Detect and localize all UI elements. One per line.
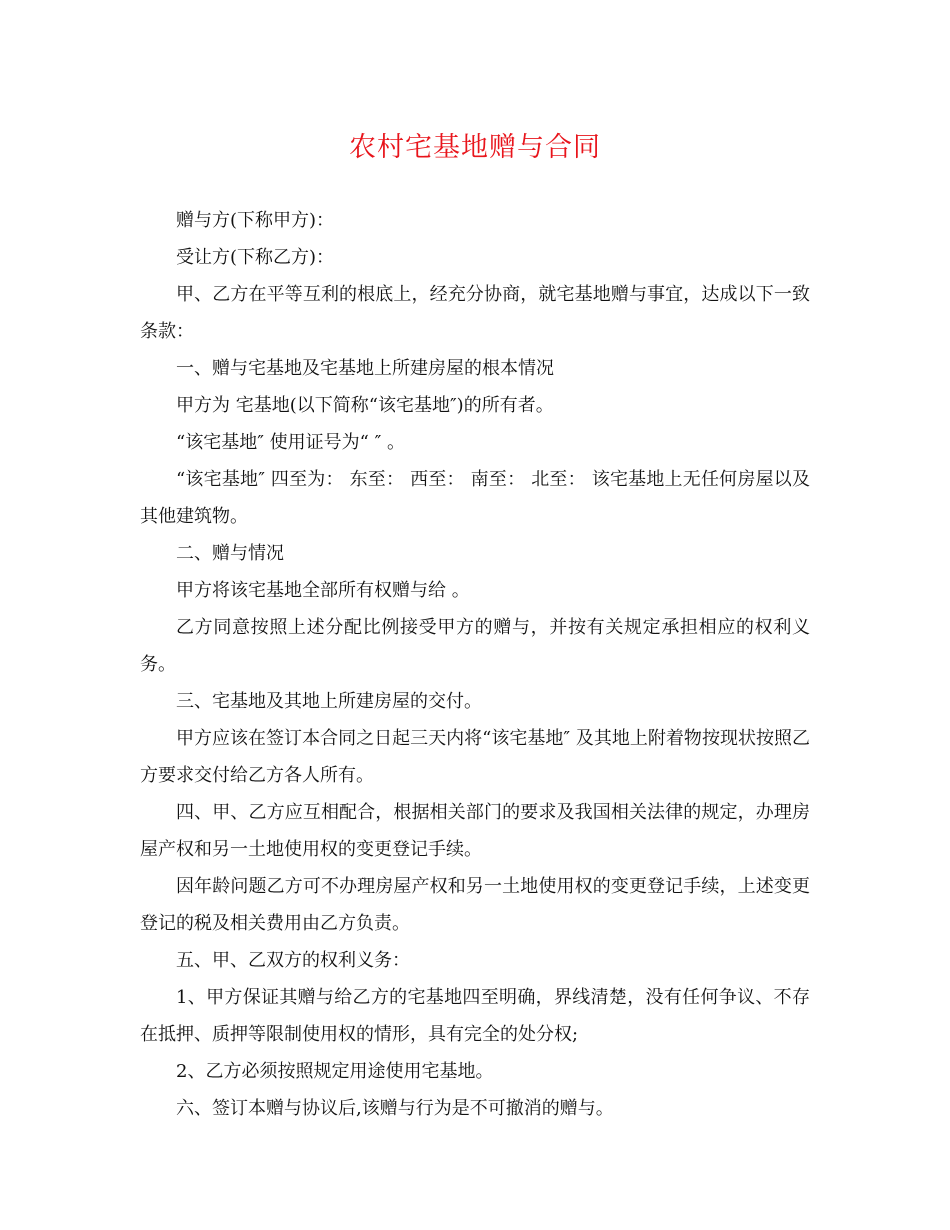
paragraph-obligation-1: 1、甲方保证其赠与给乙方的宅基地四至明确，界线清楚，没有任何争议、不存在抵押、质押等限制使用权的情形，具有完全的处分权;: [140, 987, 810, 1045]
section-heading-5: 五、甲、乙双方的权利义务：: [176, 950, 410, 971]
paragraph-obligation-2: 2、乙方必须按照规定用途使用宅基地。: [176, 1061, 494, 1082]
paragraph-recipient: 受让方(下称乙方)：: [176, 247, 335, 268]
paragraph-donor: 赠与方(下称甲方)：: [176, 210, 335, 231]
paragraph-preamble: 甲、乙方在平等互利的根底上，经充分协商，就宅基地赠与事宜，达成以下一致条款：: [140, 284, 810, 342]
paragraph-certificate: “该宅基地″ 使用证号为“ ″ 。: [176, 432, 406, 453]
section-heading-4: 四、甲、乙方应互相配合，根据相关部门的要求及我国相关法律的规定，办理房屋产权和另一土地使用权的变更登记手续。: [140, 802, 810, 860]
section-heading-2: 二、赠与情况: [176, 543, 284, 564]
document-title: 农村宅基地赠与合同: [349, 132, 601, 163]
paragraph-registration-fees: 因年龄问题乙方可不办理房屋产权和另一土地使用权的变更登记手续，上述变更登记的税及相关费用由乙方负责。: [140, 876, 810, 934]
paragraph-owner: 甲方为 宅基地(以下简称“该宅基地″)的所有者。: [176, 395, 554, 416]
paragraph-boundaries: “该宅基地″ 四至为： 东至： 西至： 南至： 北至： 该宅基地上无任何房屋以及其他建筑物。: [140, 469, 810, 527]
paragraph-acceptance: 乙方同意按照上述分配比例接受甲方的赠与，并按有关规定承担相应的权利义务。: [140, 617, 810, 675]
section-heading-6: 六、签订本赠与协议后,该赠与行为是不可撤消的赠与。: [176, 1098, 614, 1119]
document-body: [140, 202, 810, 1127]
section-heading-1: 一、赠与宅基地及宅基地上所建房屋的根本情况: [176, 358, 554, 379]
paragraph-gift: 甲方将该宅基地全部所有权赠与给 。: [176, 580, 470, 601]
paragraph-delivery: 甲方应该在签订本合同之日起三天内将“该宅基地″ 及其地上附着物按现状按照乙方要求交付给乙方各人所有。: [140, 728, 810, 786]
section-heading-3: 三、宅基地及其地上所建房屋的交付。: [176, 691, 482, 712]
